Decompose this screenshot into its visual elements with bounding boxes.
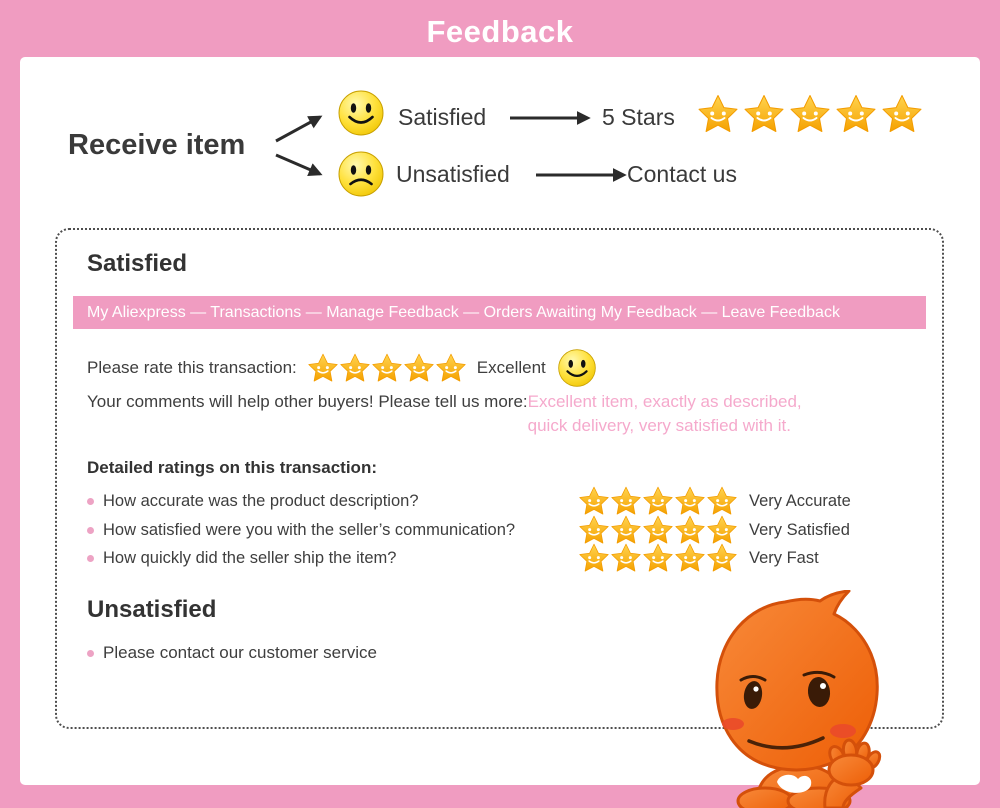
rating-answer: Very Satisfied bbox=[749, 521, 850, 539]
star-icon bbox=[675, 543, 705, 573]
star-icon bbox=[643, 515, 673, 545]
star-icon bbox=[707, 486, 737, 516]
bullet-icon bbox=[87, 498, 94, 505]
rating-question: How accurate was the product description? bbox=[103, 491, 419, 510]
bullet-icon bbox=[87, 555, 94, 562]
smiley-happy-icon bbox=[557, 348, 597, 388]
star-icon bbox=[611, 515, 641, 545]
star-icon bbox=[643, 543, 673, 573]
star-icon bbox=[882, 94, 922, 134]
rate-transaction-row bbox=[87, 346, 597, 390]
rating-star-rating[interactable] bbox=[579, 486, 737, 516]
breadcrumb[interactable] bbox=[73, 296, 926, 329]
aliexpress-mascot bbox=[697, 590, 897, 808]
star-icon bbox=[611, 543, 641, 573]
rating-row-shipping bbox=[87, 543, 919, 573]
bullet-icon bbox=[87, 527, 94, 534]
star-icon bbox=[579, 543, 609, 573]
satisfied-heading: Satisfied bbox=[87, 250, 188, 277]
bullet-icon bbox=[87, 650, 94, 657]
arrow-to-satisfied bbox=[276, 117, 320, 141]
page-title: Feedback bbox=[426, 14, 574, 49]
unsatisfied-note-row bbox=[87, 643, 377, 663]
arrow-to-unsatisfied bbox=[276, 155, 320, 174]
star-icon bbox=[436, 353, 466, 383]
unsatisfied-note: Please contact our customer service bbox=[103, 643, 378, 662]
star-icon bbox=[372, 353, 402, 383]
unsatisfied-flow-label: Unsatisfied bbox=[396, 161, 510, 187]
five-stars-label: 5 Stars bbox=[602, 104, 675, 130]
unsatisfied-heading: Unsatisfied bbox=[87, 596, 217, 623]
comments-row bbox=[87, 390, 802, 438]
rate-star-rating[interactable] bbox=[308, 353, 466, 383]
comments-value-line2: quick delivery, very satisfied with it. bbox=[527, 416, 791, 435]
star-icon bbox=[340, 353, 370, 383]
contact-us-label: Contact us bbox=[627, 161, 737, 187]
rating-question: How quickly did the seller ship the item? bbox=[103, 548, 397, 567]
rating-answer: Very Fast bbox=[749, 549, 819, 567]
receive-item-label: Receive item bbox=[68, 129, 246, 161]
rating-row-accuracy bbox=[87, 486, 919, 516]
flow-star-rating bbox=[698, 94, 922, 134]
satisfied-flow-label: Satisfied bbox=[398, 104, 487, 130]
star-icon bbox=[675, 486, 705, 516]
star-icon bbox=[308, 353, 338, 383]
rating-star-rating[interactable] bbox=[579, 543, 737, 573]
breadcrumb-text: My Aliexpress — Transactions — Manage Feedback — Orders Awaiting My Feedback — Leave Feedback bbox=[87, 304, 840, 321]
star-icon bbox=[790, 94, 830, 134]
comments-value bbox=[528, 390, 802, 438]
rate-value: Excellent bbox=[476, 358, 546, 377]
star-icon bbox=[643, 486, 673, 516]
star-icon bbox=[579, 486, 609, 516]
star-icon bbox=[404, 353, 434, 383]
star-icon bbox=[707, 515, 737, 545]
rating-question: How satisfied were you with the seller’s communication? bbox=[103, 520, 516, 539]
star-icon bbox=[698, 94, 738, 134]
smiley-happy-icon bbox=[337, 89, 385, 137]
detailed-ratings-heading: Detailed ratings on this transaction: bbox=[87, 458, 377, 477]
star-icon bbox=[744, 94, 784, 134]
star-icon bbox=[836, 94, 876, 134]
star-icon bbox=[579, 515, 609, 545]
comments-value-line1: Excellent item, exactly as described, bbox=[527, 392, 802, 411]
rating-star-rating[interactable] bbox=[579, 515, 737, 545]
rating-row-communication bbox=[87, 515, 919, 545]
star-icon bbox=[611, 486, 641, 516]
rating-answer: Very Accurate bbox=[749, 492, 851, 510]
smiley-sad-icon bbox=[337, 150, 385, 198]
comments-label: Your comments will help other buyers! Please tell us more: bbox=[87, 392, 528, 411]
star-icon bbox=[675, 515, 705, 545]
rate-label: Please rate this transaction: bbox=[87, 358, 297, 377]
star-icon bbox=[707, 543, 737, 573]
